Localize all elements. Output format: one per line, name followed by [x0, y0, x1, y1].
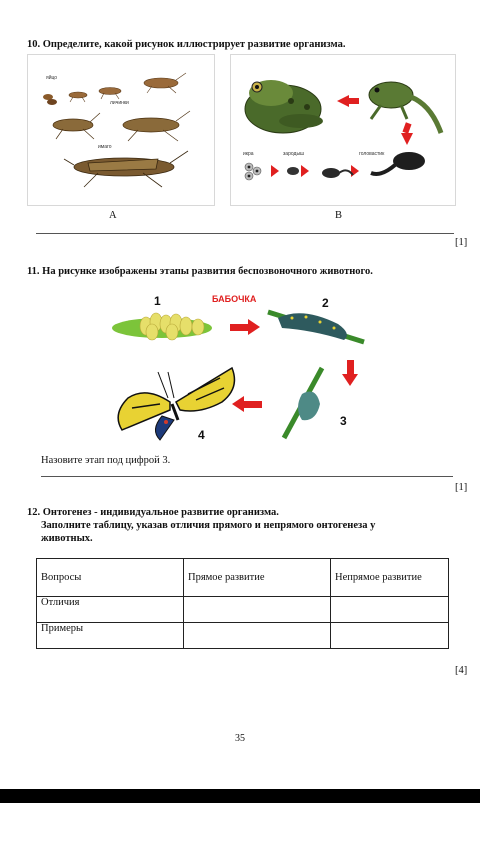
grasshopper-development-image — [27, 54, 215, 206]
butterfly-title: БАБОЧКА — [212, 294, 257, 304]
frog-development-image — [230, 54, 456, 206]
question-12-instruction-line1: Заполните таблицу, указав отличия прямого и непрямого онтогенеза у — [41, 520, 376, 531]
label-egg: яйцо — [46, 75, 58, 81]
question-11-title: 11. На рисунке изображены этапы развития беспозвоночного животного. — [27, 266, 373, 277]
page-number: 35 — [235, 733, 245, 744]
answer-line-11[interactable] — [41, 476, 453, 477]
table-row-label-differences: Отличия — [37, 597, 184, 623]
table-header-indirect: Непрямое развитие — [331, 559, 449, 597]
table-header-direct: Прямое развитие — [184, 559, 331, 597]
question-11-prompt: Назовите этап под цифрой 3. — [41, 455, 171, 466]
figure-label-b: B — [335, 210, 343, 221]
stage-number-2: 2 — [322, 296, 329, 310]
question-10-title: 10. Определите, какой рисунок иллюстрирует развитие организма. — [27, 39, 346, 50]
label-embryo: зародыш — [283, 151, 305, 157]
label-imago: имаго — [98, 144, 112, 150]
ontogenesis-table — [36, 558, 449, 649]
table-row-label-examples: Примеры — [37, 623, 184, 649]
question-12-title: 12. Онтогенез - индивидуальное развитие организма. — [27, 507, 279, 518]
answer-line-10[interactable] — [36, 233, 454, 234]
bottom-bar — [0, 789, 480, 803]
table-cell-direct-differences[interactable] — [184, 597, 331, 623]
score-10: [1] — [455, 237, 468, 248]
label-spawn: икра — [243, 151, 254, 157]
label-larvae: личинки — [110, 100, 129, 106]
figure-label-a: A — [109, 210, 117, 221]
score-11: [1] — [455, 482, 468, 493]
score-12: [4] — [455, 665, 468, 676]
table-header-questions: Вопросы — [37, 559, 184, 597]
question-12-instruction-line2: животных. — [41, 533, 93, 544]
table-cell-indirect-differences[interactable] — [331, 597, 449, 623]
stage-number-1: 1 — [154, 294, 161, 308]
butterfly-lifecycle-image — [102, 290, 388, 448]
stage-number-3: 3 — [340, 414, 347, 428]
label-tadpole: головастик — [359, 151, 385, 157]
table-cell-indirect-examples[interactable] — [331, 623, 449, 649]
stage-number-4: 4 — [198, 428, 205, 442]
table-cell-direct-examples[interactable] — [184, 623, 331, 649]
